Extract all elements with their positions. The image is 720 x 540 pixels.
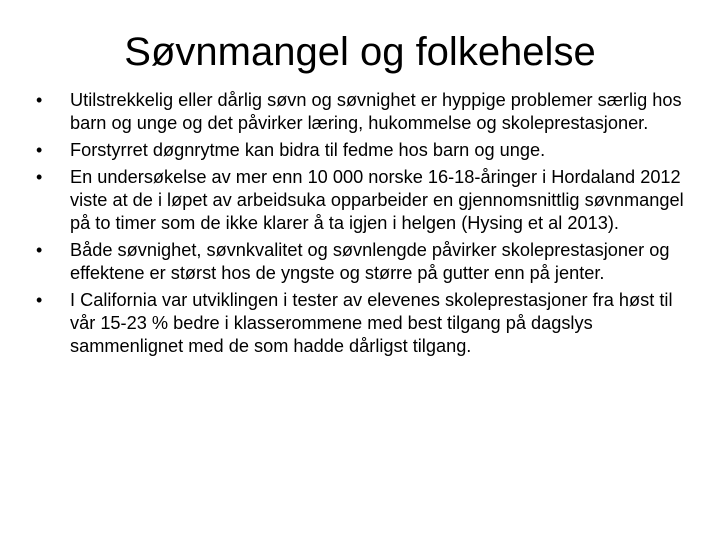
bullet-dot-icon: • <box>36 240 43 260</box>
slide-title: Søvnmangel og folkehelse <box>124 30 596 74</box>
bullet-item <box>36 166 686 235</box>
bullet-text: En undersøkelse av mer enn 10 000 norske 16-18-åringer i Hordaland 2012 viste at de i løpet av arbeidsuka opparbeider en gjennomsnittlig søvnmangel på to timer som de ikke klarer å ta igjen i helgen (Hysing et al 2013). <box>70 167 684 233</box>
bullet-dot-icon: • <box>36 90 43 110</box>
bullet-item <box>36 89 686 135</box>
bullet-item <box>36 139 686 162</box>
bullet-dot-icon: • <box>36 290 43 310</box>
bullet-text: Både søvnighet, søvnkvalitet og søvnlengde påvirker skoleprestasjoner og effektene er størst hos de yngste og større på gutter enn på jenter. <box>70 240 670 283</box>
bullet-dot-icon: • <box>36 167 43 187</box>
bullet-item <box>36 289 686 358</box>
bullet-dot-icon: • <box>36 140 43 160</box>
bullet-text: Utilstrekkelig eller dårlig søvn og søvnighet er hyppige problemer særlig hos barn og unge og det påvirker læring, hukommelse og skoleprestasjoner. <box>70 90 682 133</box>
bullet-item <box>36 239 686 285</box>
bullet-text: Forstyrret døgnrytme kan bidra til fedme hos barn og unge. <box>70 140 546 160</box>
bullet-text: I California var utviklingen i tester av elevenes skoleprestasjoner fra høst til vår 15-23 % bedre i klasserommene med best tilgang på dagslys sammenlignet med de som hadde dårligst tilgang. <box>70 290 673 356</box>
bullet-list <box>36 89 686 358</box>
